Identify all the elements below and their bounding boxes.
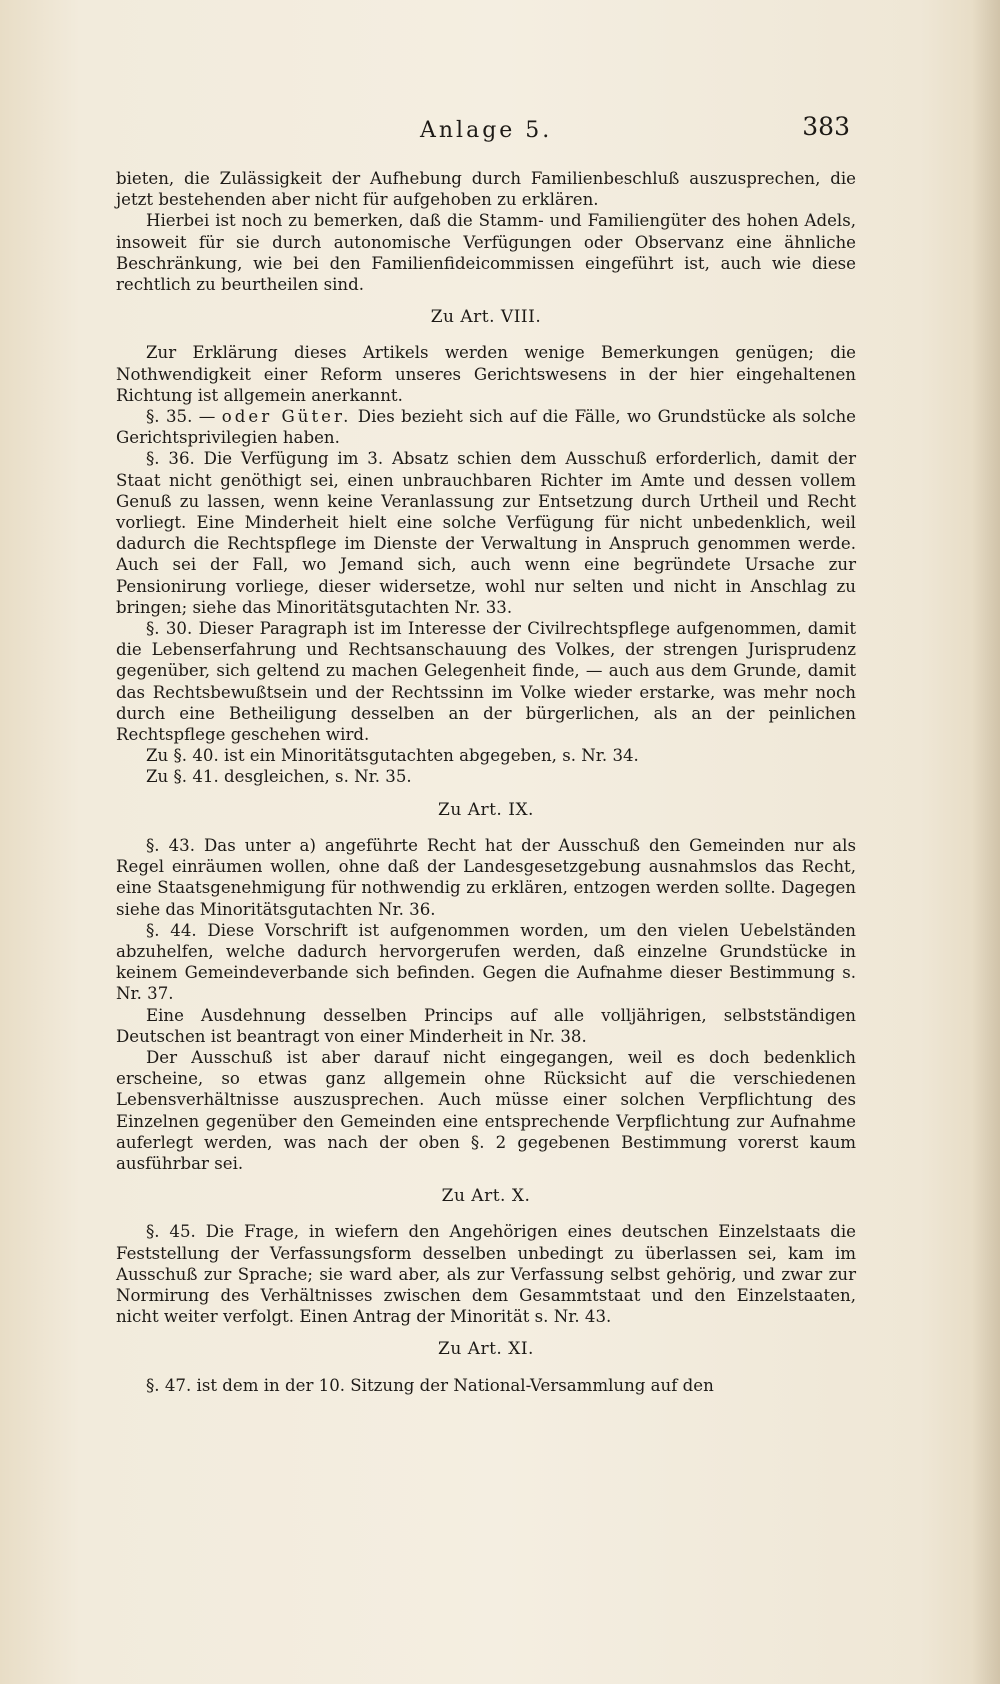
section-heading-art-11: Zu Art. XI. xyxy=(438,1339,534,1360)
paragraph-4 xyxy=(116,406,856,448)
paragraph-4-lead: §. 35. — xyxy=(146,407,222,427)
paragraph-13: §. 45. Die Frage, in wiefern den Angehörigen eines deutschen Einzelstaats die Feststellung der Verfassungsform desselben unbedingt zu überlassen sei, kam im Ausschuß zur Sprache; sie ward aber, als zur Verfassung selbst gehörig, und zwar zur Normirung des Verhältnisses zwischen dem Gesammtstaat und den Einzelstaaten, nicht weiter verfolgt. Einen Antrag der Minorität s. Nr. 43. xyxy=(116,1222,856,1327)
paragraph-1: bieten, die Zulässigkeit der Aufhebung durch Familienbeschluß auszusprechen, die jetzt bestehenden aber nicht für aufgehoben zu erklären. xyxy=(116,169,856,210)
page-number: 383 xyxy=(802,112,850,141)
paragraph-5: §. 36. Die Verfügung im 3. Absatz schien dem Ausschuß erforderlich, damit der Staat nicht genöthigt sei, einen unbrauchbaren Richter im Amte und dessen vollem Genuß zu lassen, wenn keine Veranlassung zur Entsetzung durch Urtheil und Recht vorliegt. Eine Minderheit hielt eine solche Verfügung für nicht unbedenklich, weil dadurch die Rechtspflege im Dienste der Verwaltung in Anspruch genommen werde. Auch sei der Fall, wo Jemand sich, auch wenn eine begründete Ursache zur Pensionirung vorliege, dieser widersetze, wohl nur selten und nicht in Anschlag zu bringen; siehe das Minoritätsgutachten Nr. 33. xyxy=(116,449,856,617)
section-heading-art-8: Zu Art. VIII. xyxy=(430,307,542,328)
section-heading-art-10: Zu Art. X. xyxy=(441,1186,531,1207)
paragraph-14: §. 47. ist dem in der 10. Sitzung der National-Versammlung auf den xyxy=(146,1375,714,1395)
paragraph-8: Zu §. 41. desgleichen, s. Nr. 35. xyxy=(146,767,412,787)
main-text xyxy=(116,168,856,1396)
paragraph-4-rest: Dies bezieht sich auf die Fälle, wo Grundstücke als solche Gerichtsprivilegien haben. xyxy=(116,407,856,448)
paragraph-3: Zur Erklärung dieses Artikels werden wenige Bemerkungen genügen; die Nothwendigkeit einer Reform unseres Gerichtswesens in der hier eingehaltenen Richtung ist allgemein anerkannt. xyxy=(116,343,856,405)
section-heading-art-9: Zu Art. IX. xyxy=(438,799,534,820)
paragraph-7: Zu §. 40. ist ein Minoritätsgutachten abgegeben, s. Nr. 34. xyxy=(146,746,639,766)
paragraph-9: §. 43. Das unter a) angeführte Recht hat der Ausschuß den Gemeinden nur als Regel einräumen wollen, ohne daß der Landesgesetzgebung ausnahmslos das Recht, eine Staatsgenehmigung für nothwendig zu erklären, entzogen werden sollte. Dagegen siehe das Minoritätsgutachten Nr. 36. xyxy=(116,835,856,919)
paragraph-2: Hierbei ist noch zu bemerken, daß die Stamm- und Familiengüter des hohen Adels, insoweit für sie durch autonomische Verfügungen oder Observanz eine ähnliche Beschränkung, wie bei den Familienfideicommissen eingeführt ist, auch wie diese rechtlich zu beurtheilen sind. xyxy=(116,211,856,295)
paragraph-4-spaced-term: oder Güter. xyxy=(221,407,352,427)
paragraph-10: §. 44. Diese Vorschrift ist aufgenommen worden, um den vielen Uebelständen abzuhelfen, welche dadurch hervorgerufen werden, daß einzelne Grundstücke in keinem Gemeindeverbande sich befinden. Gegen die Aufnahme dieser Bestimmung s. Nr. 37. xyxy=(116,920,856,1004)
paragraph-6: §. 30. Dieser Paragraph ist im Interesse der Civilrechtspflege aufgenommen, damit die Lebenserfahrung und Rechtsanschauung des Volkes, der strengen Jurisprudenz gegenüber, sich geltend zu machen Gelegenheit finde, — auch aus dem Grunde, damit das Rechtsbewußtsein und der Rechtssinn im Volke wieder erstarke, was mehr noch durch eine Betheiligung desselben an der bürgerlichen, als an der peinlichen Rechtspflege geschehen wird. xyxy=(116,619,856,745)
running-title: Anlage 5. xyxy=(420,118,553,143)
running-header xyxy=(0,112,1000,152)
paragraph-11: Eine Ausdehnung desselben Princips auf alle volljährigen, selbstständigen Deutschen ist beantragt von einer Minderheit in Nr. 38. xyxy=(116,1005,856,1046)
paragraph-12: Der Ausschuß ist aber darauf nicht eingegangen, weil es doch bedenklich erscheine, so etwas ganz allgemein ohne Rücksicht auf die verschiedenen Lebensverhältnisse auszusprechen. Auch müsse einer solchen Verpflichtung des Einzelnen gegenüber den Gemeinden eine entsprechende Verpflichtung zur Aufnahme auferlegt werden, was nach der oben §. 2 gegebenen Bestimmung vorerst kaum ausführbar sei. xyxy=(116,1047,856,1173)
